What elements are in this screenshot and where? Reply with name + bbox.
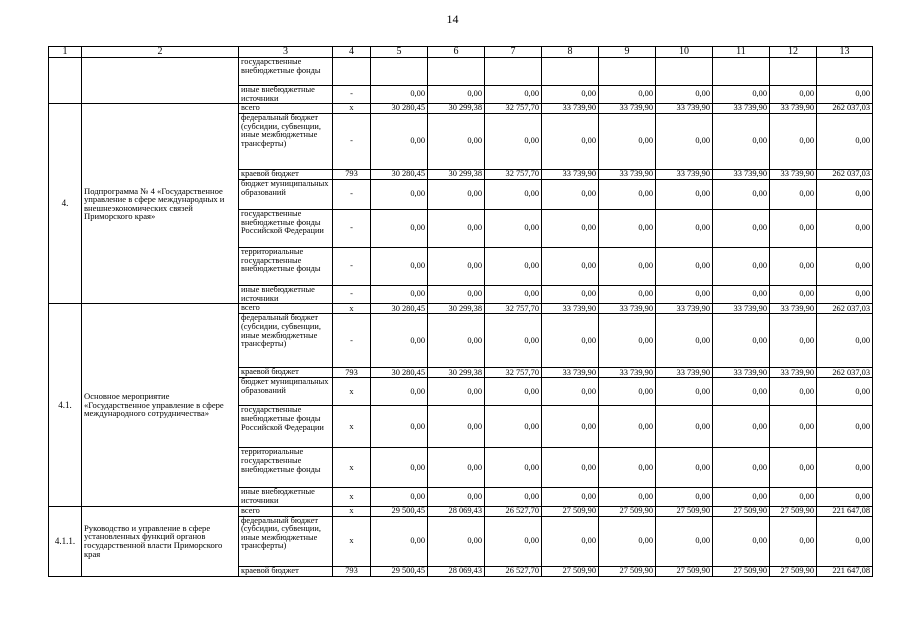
- value-cell: 33 739,90: [713, 104, 770, 114]
- value-cell: 0,00: [770, 114, 817, 170]
- row-name-cell: Основное мероприятие «Государственное управление в сфере международного сотрудничества»: [82, 304, 239, 506]
- funding-source-cell: краевой бюджет: [239, 170, 333, 180]
- value-cell: 27 509,90: [713, 506, 770, 516]
- value-cell: 0,00: [542, 314, 599, 368]
- funding-source-cell: иные внебюджетные источники: [239, 488, 333, 506]
- value-cell: [485, 58, 542, 86]
- value-cell: 32 757,70: [485, 368, 542, 378]
- value-cell: 0,00: [542, 448, 599, 488]
- value-cell: 0,00: [371, 210, 428, 248]
- code-cell: 793: [333, 566, 371, 576]
- value-cell: [371, 58, 428, 86]
- value-cell: 26 527,70: [485, 506, 542, 516]
- value-cell: 0,00: [371, 286, 428, 304]
- value-cell: 28 069,43: [428, 566, 485, 576]
- value-cell: 0,00: [428, 86, 485, 104]
- funding-source-cell: федеральный бюджет (субсидии, субвенции, иные межбюджетные трансферты): [239, 516, 333, 566]
- value-cell: 0,00: [599, 180, 656, 210]
- header-row: [49, 47, 873, 58]
- column-header: 12: [770, 47, 817, 58]
- column-header: 10: [656, 47, 713, 58]
- value-cell: 0,00: [817, 86, 873, 104]
- value-cell: 0,00: [817, 210, 873, 248]
- value-cell: 0,00: [656, 448, 713, 488]
- value-cell: 0,00: [817, 488, 873, 506]
- value-cell: 0,00: [542, 516, 599, 566]
- value-cell: 0,00: [817, 378, 873, 406]
- value-cell: 262 037,03: [817, 170, 873, 180]
- value-cell: 27 509,90: [770, 506, 817, 516]
- column-header: 2: [82, 47, 239, 58]
- value-cell: 262 037,03: [817, 104, 873, 114]
- value-cell: 0,00: [485, 378, 542, 406]
- funding-source-cell: территориальные государственные внебюджетные фонды: [239, 248, 333, 286]
- row-name-cell: [82, 58, 239, 104]
- value-cell: 33 739,90: [770, 368, 817, 378]
- value-cell: [542, 58, 599, 86]
- value-cell: 0,00: [713, 488, 770, 506]
- value-cell: 33 739,90: [542, 368, 599, 378]
- value-cell: 0,00: [428, 286, 485, 304]
- value-cell: 0,00: [428, 210, 485, 248]
- column-header: 3: [239, 47, 333, 58]
- value-cell: 0,00: [485, 114, 542, 170]
- value-cell: 0,00: [485, 248, 542, 286]
- funding-source-cell: федеральный бюджет (субсидии, субвенции, иные межбюджетные трансферты): [239, 314, 333, 368]
- code-cell: [333, 58, 371, 86]
- value-cell: 27 509,90: [656, 506, 713, 516]
- value-cell: 29 500,45: [371, 566, 428, 576]
- code-cell: x: [333, 448, 371, 488]
- value-cell: 0,00: [713, 210, 770, 248]
- value-cell: 33 739,90: [770, 104, 817, 114]
- value-cell: [428, 58, 485, 86]
- value-cell: 0,00: [656, 314, 713, 368]
- row-name-cell: Подпрограмма № 4 «Государственное управление в сфере международных и внешнеэкономических связей Приморского края»: [82, 104, 239, 304]
- value-cell: 0,00: [770, 516, 817, 566]
- value-cell: 0,00: [599, 86, 656, 104]
- value-cell: 0,00: [371, 406, 428, 448]
- value-cell: 27 509,90: [599, 566, 656, 576]
- value-cell: 0,00: [428, 406, 485, 448]
- value-cell: 33 739,90: [713, 170, 770, 180]
- value-cell: [656, 58, 713, 86]
- value-cell: 0,00: [817, 406, 873, 448]
- value-cell: 33 739,90: [599, 104, 656, 114]
- value-cell: 221 647,08: [817, 566, 873, 576]
- value-cell: 0,00: [599, 488, 656, 506]
- value-cell: 0,00: [542, 286, 599, 304]
- value-cell: 0,00: [371, 86, 428, 104]
- value-cell: 0,00: [542, 488, 599, 506]
- value-cell: 0,00: [817, 114, 873, 170]
- value-cell: 0,00: [770, 286, 817, 304]
- code-cell: 793: [333, 368, 371, 378]
- value-cell: 30 280,45: [371, 304, 428, 314]
- value-cell: 0,00: [599, 314, 656, 368]
- value-cell: 33 739,90: [542, 104, 599, 114]
- value-cell: 33 739,90: [656, 304, 713, 314]
- value-cell: 0,00: [817, 248, 873, 286]
- value-cell: 0,00: [599, 286, 656, 304]
- code-cell: -: [333, 86, 371, 104]
- value-cell: 0,00: [713, 114, 770, 170]
- row-number-cell: [49, 58, 82, 104]
- funding-source-cell: иные внебюджетные источники: [239, 286, 333, 304]
- row-number-cell: 4.1.: [49, 304, 82, 506]
- value-cell: 262 037,03: [817, 368, 873, 378]
- code-cell: -: [333, 248, 371, 286]
- value-cell: 0,00: [770, 86, 817, 104]
- value-cell: 27 509,90: [542, 566, 599, 576]
- value-cell: 32 757,70: [485, 104, 542, 114]
- value-cell: 28 069,43: [428, 506, 485, 516]
- column-header: 13: [817, 47, 873, 58]
- value-cell: 0,00: [770, 406, 817, 448]
- value-cell: [817, 58, 873, 86]
- value-cell: 27 509,90: [656, 566, 713, 576]
- value-cell: [599, 58, 656, 86]
- funding-source-cell: иные внебюджетные источники: [239, 86, 333, 104]
- table-row: [49, 104, 873, 114]
- value-cell: 30 299,38: [428, 170, 485, 180]
- value-cell: 32 757,70: [485, 304, 542, 314]
- value-cell: 0,00: [656, 378, 713, 406]
- value-cell: 0,00: [485, 314, 542, 368]
- code-cell: -: [333, 114, 371, 170]
- value-cell: 30 299,38: [428, 368, 485, 378]
- value-cell: 33 739,90: [599, 304, 656, 314]
- value-cell: 33 739,90: [713, 304, 770, 314]
- value-cell: 0,00: [428, 378, 485, 406]
- value-cell: 0,00: [656, 248, 713, 286]
- funding-source-cell: всего: [239, 104, 333, 114]
- value-cell: 0,00: [371, 114, 428, 170]
- value-cell: [713, 58, 770, 86]
- value-cell: 0,00: [428, 180, 485, 210]
- value-cell: 0,00: [713, 286, 770, 304]
- funding-source-cell: бюджет муниципальных образований: [239, 378, 333, 406]
- value-cell: 0,00: [770, 378, 817, 406]
- column-header: 6: [428, 47, 485, 58]
- value-cell: 0,00: [713, 448, 770, 488]
- value-cell: 30 299,38: [428, 304, 485, 314]
- value-cell: 0,00: [770, 180, 817, 210]
- value-cell: 0,00: [656, 180, 713, 210]
- value-cell: 0,00: [485, 286, 542, 304]
- value-cell: 0,00: [599, 114, 656, 170]
- funding-source-cell: государственные внебюджетные фонды Российской Федерации: [239, 210, 333, 248]
- value-cell: 0,00: [817, 286, 873, 304]
- value-cell: 0,00: [656, 406, 713, 448]
- value-cell: 0,00: [656, 516, 713, 566]
- funding-source-cell: краевой бюджет: [239, 566, 333, 576]
- value-cell: 30 280,45: [371, 104, 428, 114]
- value-cell: 30 280,45: [371, 170, 428, 180]
- budget-table: [48, 46, 873, 577]
- value-cell: 33 739,90: [770, 304, 817, 314]
- funding-source-cell: всего: [239, 506, 333, 516]
- funding-source-cell: краевой бюджет: [239, 368, 333, 378]
- funding-source-cell: государственные внебюджетные фонды Российской Федерации: [239, 406, 333, 448]
- value-cell: 0,00: [371, 488, 428, 506]
- value-cell: 0,00: [713, 406, 770, 448]
- value-cell: 0,00: [656, 488, 713, 506]
- value-cell: 27 509,90: [770, 566, 817, 576]
- value-cell: 33 739,90: [656, 368, 713, 378]
- value-cell: 0,00: [770, 314, 817, 368]
- value-cell: 0,00: [542, 180, 599, 210]
- value-cell: 0,00: [428, 516, 485, 566]
- value-cell: 0,00: [542, 86, 599, 104]
- table-body: [49, 58, 873, 577]
- value-cell: 0,00: [542, 406, 599, 448]
- value-cell: 262 037,03: [817, 304, 873, 314]
- value-cell: 0,00: [817, 448, 873, 488]
- value-cell: 0,00: [428, 114, 485, 170]
- code-cell: x: [333, 516, 371, 566]
- value-cell: 33 739,90: [656, 170, 713, 180]
- value-cell: 0,00: [485, 86, 542, 104]
- value-cell: 0,00: [656, 286, 713, 304]
- value-cell: 0,00: [371, 448, 428, 488]
- funding-source-cell: всего: [239, 304, 333, 314]
- value-cell: 0,00: [817, 516, 873, 566]
- column-header: 5: [371, 47, 428, 58]
- value-cell: 0,00: [485, 180, 542, 210]
- value-cell: 0,00: [599, 210, 656, 248]
- code-cell: x: [333, 488, 371, 506]
- value-cell: 0,00: [817, 314, 873, 368]
- value-cell: 30 280,45: [371, 368, 428, 378]
- value-cell: [770, 58, 817, 86]
- value-cell: 27 509,90: [542, 506, 599, 516]
- funding-source-cell: территориальные государственные внебюджетные фонды: [239, 448, 333, 488]
- value-cell: 0,00: [542, 248, 599, 286]
- value-cell: 0,00: [428, 314, 485, 368]
- funding-source-cell: федеральный бюджет (субсидии, субвенции, иные межбюджетные трансферты): [239, 114, 333, 170]
- value-cell: 0,00: [371, 378, 428, 406]
- value-cell: 0,00: [599, 516, 656, 566]
- column-header: 1: [49, 47, 82, 58]
- value-cell: 0,00: [485, 488, 542, 506]
- value-cell: 0,00: [542, 378, 599, 406]
- code-cell: x: [333, 304, 371, 314]
- value-cell: 0,00: [656, 114, 713, 170]
- value-cell: 0,00: [713, 180, 770, 210]
- value-cell: 0,00: [428, 248, 485, 286]
- value-cell: 33 739,90: [656, 104, 713, 114]
- value-cell: 26 527,70: [485, 566, 542, 576]
- value-cell: 0,00: [656, 86, 713, 104]
- value-cell: 0,00: [371, 180, 428, 210]
- page-number: 14: [446, 12, 459, 26]
- code-cell: x: [333, 406, 371, 448]
- row-name-cell: Руководство и управление в сфере установленных функций органов государственной власти Приморского края: [82, 506, 239, 576]
- table-row: [49, 506, 873, 516]
- code-cell: x: [333, 378, 371, 406]
- value-cell: 33 739,90: [770, 170, 817, 180]
- value-cell: 0,00: [485, 448, 542, 488]
- column-header: 11: [713, 47, 770, 58]
- code-cell: -: [333, 180, 371, 210]
- value-cell: 30 299,38: [428, 104, 485, 114]
- row-number-cell: 4.: [49, 104, 82, 304]
- value-cell: 0,00: [817, 180, 873, 210]
- value-cell: 0,00: [599, 406, 656, 448]
- value-cell: 221 647,08: [817, 506, 873, 516]
- value-cell: 0,00: [485, 516, 542, 566]
- value-cell: 33 739,90: [542, 304, 599, 314]
- code-cell: -: [333, 286, 371, 304]
- value-cell: 27 509,90: [713, 566, 770, 576]
- value-cell: 0,00: [599, 448, 656, 488]
- code-cell: 793: [333, 170, 371, 180]
- value-cell: 0,00: [371, 314, 428, 368]
- value-cell: 29 500,45: [371, 506, 428, 516]
- value-cell: 0,00: [542, 114, 599, 170]
- value-cell: 0,00: [599, 248, 656, 286]
- funding-source-cell: бюджет муниципальных образований: [239, 180, 333, 210]
- code-cell: -: [333, 314, 371, 368]
- value-cell: 33 739,90: [599, 368, 656, 378]
- column-header: 4: [333, 47, 371, 58]
- funding-source-cell: государственные внебюджетные фонды: [239, 58, 333, 86]
- code-cell: x: [333, 506, 371, 516]
- value-cell: 33 739,90: [542, 170, 599, 180]
- value-cell: 0,00: [713, 248, 770, 286]
- value-cell: 0,00: [542, 210, 599, 248]
- value-cell: 0,00: [428, 488, 485, 506]
- value-cell: 27 509,90: [599, 506, 656, 516]
- table-row: [49, 304, 873, 314]
- value-cell: 32 757,70: [485, 170, 542, 180]
- value-cell: 0,00: [770, 248, 817, 286]
- table-row: [49, 58, 873, 86]
- column-header: 9: [599, 47, 656, 58]
- code-cell: x: [333, 104, 371, 114]
- code-cell: -: [333, 210, 371, 248]
- column-header: 8: [542, 47, 599, 58]
- value-cell: 0,00: [770, 488, 817, 506]
- value-cell: 0,00: [599, 378, 656, 406]
- value-cell: 0,00: [371, 516, 428, 566]
- value-cell: 0,00: [713, 378, 770, 406]
- value-cell: 0,00: [770, 448, 817, 488]
- value-cell: 0,00: [428, 448, 485, 488]
- row-number-cell: 4.1.1.: [49, 506, 82, 576]
- column-header: 7: [485, 47, 542, 58]
- value-cell: 0,00: [485, 406, 542, 448]
- value-cell: 0,00: [371, 248, 428, 286]
- value-cell: 0,00: [713, 314, 770, 368]
- value-cell: 0,00: [770, 210, 817, 248]
- value-cell: 33 739,90: [713, 368, 770, 378]
- value-cell: 33 739,90: [599, 170, 656, 180]
- value-cell: 0,00: [485, 210, 542, 248]
- value-cell: 0,00: [713, 516, 770, 566]
- value-cell: 0,00: [656, 210, 713, 248]
- value-cell: 0,00: [713, 86, 770, 104]
